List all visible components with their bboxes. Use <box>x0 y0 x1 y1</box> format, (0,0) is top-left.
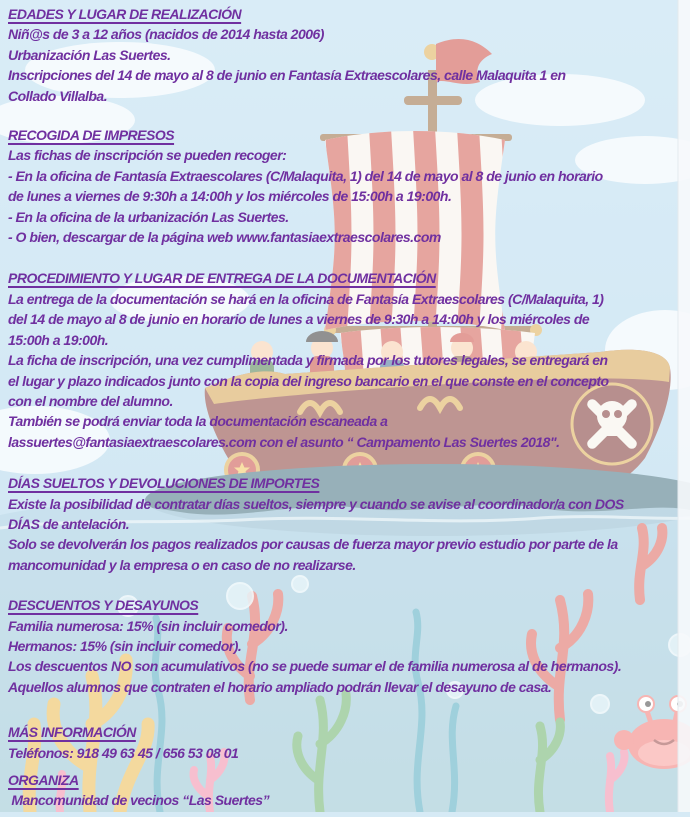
text-line: Aquellos alumnos que contraten el horario ampliado podrán llevar el desayuno de casa. <box>8 678 552 695</box>
text-line: 15:00h a 19:00h. <box>8 331 109 348</box>
text-line: Solo se devolverán los pagos realizados por causas de fuerza mayor previo estudio por parte de la <box>8 536 618 553</box>
text-line: Los descuentos NO son acumulativos (no se puede sumar el de familia numerosa al de hermanos). <box>8 658 622 675</box>
text-line: con el nombre del alumno. <box>8 392 173 409</box>
text-line: - O bien, descargar de la página web www.fantasiaextraescolares.com <box>8 229 441 246</box>
text-line: La entrega de la documentación se hará en la oficina de Fantasía Extraescolares (C/Malaquita, 1) <box>8 290 604 307</box>
text-line: La ficha de inscripción, una vez cumplimentada y firmada por los tutores legales, se entregará en <box>8 352 608 369</box>
text-line: Niñ@s de 3 a 12 años (nacidos de 2014 hasta 2006) <box>8 26 324 43</box>
text-line: Hermanos: 15% (sin incluir comedor). <box>8 637 242 654</box>
text-line: Las fichas de inscripción se pueden recoger: <box>8 147 287 164</box>
text-line: DÍAS de antelación. <box>8 515 130 532</box>
text-line: el lugar y plazo indicados junto con la copia del ingreso bancario en el que conste en el concepto <box>8 372 609 389</box>
section-recogida-de-impresos <box>8 125 686 247</box>
section-heading: EDADES Y LUGAR DE REALIZACIÓN <box>8 6 242 22</box>
text-line: de lunes a viernes de 9:30h a 14:00h y los miércoles de 15:00h a 19:00h. <box>8 188 452 205</box>
flyer-text <box>8 4 686 811</box>
section-heading: MÁS INFORMACIÓN <box>8 724 136 741</box>
section-heading: PROCEDIMIENTO Y LUGAR DE ENTREGA DE LA DOCUMENTACIÓN <box>8 270 436 287</box>
section-dias-sueltos-devoluciones <box>8 473 686 575</box>
section-procedimiento-entrega <box>8 268 686 452</box>
section-heading: ORGANIZA <box>8 772 79 788</box>
text-line: Urbanización Las Suertes. <box>8 46 171 63</box>
text-line: Familia numerosa: 15% (sin incluir comedor). <box>8 617 288 634</box>
text-line: Collado Villalba. <box>8 87 108 104</box>
section-organiza <box>8 770 686 811</box>
text-line: mancomunidad y la empresa o en caso de no realizarse. <box>8 556 356 573</box>
section-heading: RECOGIDA DE IMPRESOS <box>8 127 175 144</box>
text-line: Existe la posibilidad de contratar días sueltos, siempre y cuando se avise al coordinador/a con DOS <box>8 495 624 512</box>
section-heading: DESCUENTOS Y DESAYUNOS <box>8 597 199 614</box>
text-line: del 14 de mayo al 8 de junio en horario de lunes a viernes de 9:30h a 14:00h y los miércoles de <box>8 311 590 328</box>
text-line: También se podrá enviar toda la documentación escaneada a <box>8 413 388 430</box>
text-line: - En la oficina de Fantasía Extraescolares (C/Malaquita, 1) del 14 de mayo al 8 de junio en horario <box>8 167 603 184</box>
section-heading: DÍAS SUELTOS Y DEVOLUCIONES DE IMPORTES <box>8 475 320 492</box>
text-line: - En la oficina de la urbanización Las Suertes. <box>8 208 289 225</box>
text-line: lassuertes@fantasiaextraescolares.com con el asunto “ Campamento Las Suertes 2018". <box>8 433 560 450</box>
section-descuentos-desayunos <box>8 595 686 697</box>
text-line: Inscripciones del 14 de mayo al 8 de junio en Fantasía Extraescolares, calle Malaquita 1 en <box>8 67 566 84</box>
section-edades-y-lugar <box>8 4 686 106</box>
organizer-name: Mancomunidad de vecinos “Las Suertes” <box>8 792 270 809</box>
section-mas-informacion <box>8 722 686 763</box>
phone-numbers: Teléfonos: 918 49 63 45 / 656 53 08 01 <box>8 744 239 761</box>
